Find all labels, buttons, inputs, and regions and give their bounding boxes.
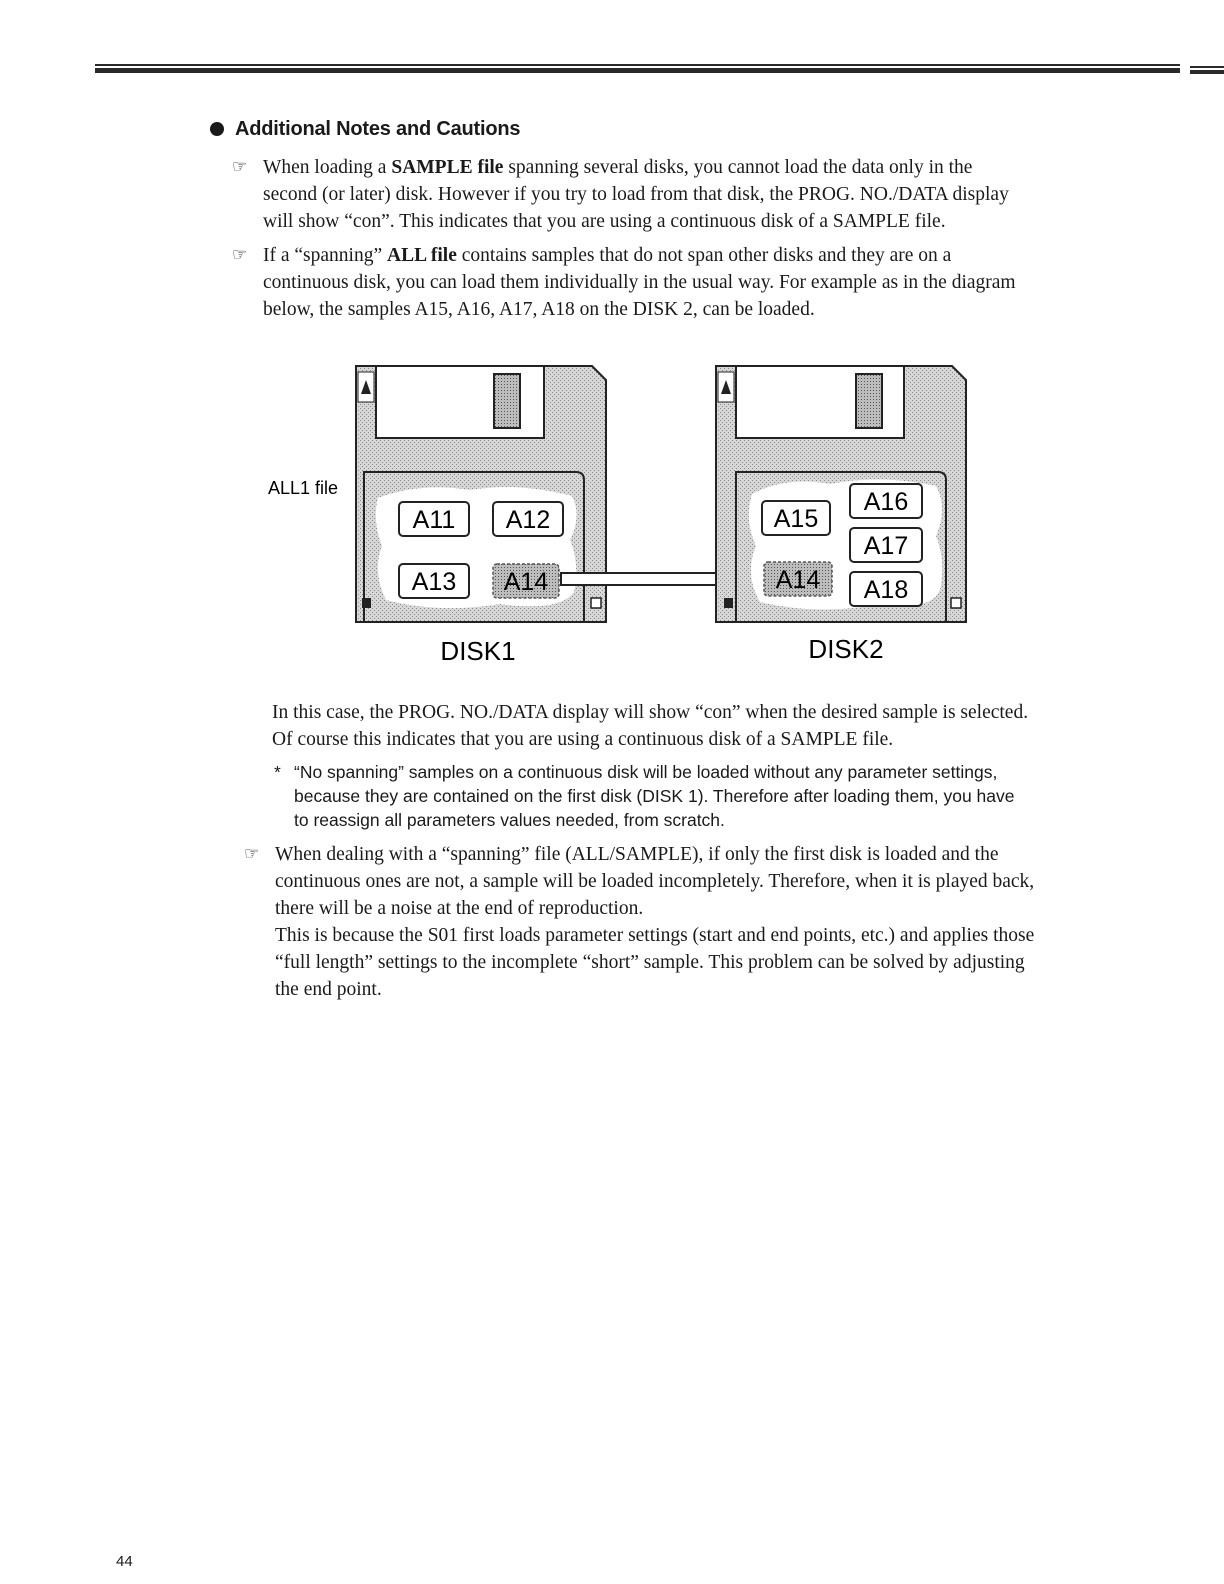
chip-a14-disk2: A14	[775, 566, 821, 594]
pointing-hand-icon: ☞	[232, 245, 248, 264]
chip-a11: A11	[412, 506, 456, 534]
note3-line4: This is because the S01 first loads parameter settings (start and end points, etc.) and applies those	[275, 925, 1035, 946]
pointing-hand-icon: ☞	[232, 157, 248, 176]
pointing-hand-icon: ☞	[244, 844, 260, 863]
chip-a14-disk1: A14	[503, 568, 549, 596]
note2-line3: below, the samples A15, A16, A17, A18 on the DISK 2, can be loaded.	[263, 299, 815, 320]
footnote-line2: because they are contained on the first disk (DISK 1). Therefore after loading them, you have	[294, 786, 1015, 806]
disk2-hole	[724, 598, 733, 608]
note1-line2: second (or later) disk. However if you try to load from that disk, the PROG. NO./DATA display	[263, 184, 1009, 205]
disk2-notch	[951, 598, 961, 608]
para1-line1: In this case, the PROG. NO./DATA display will show “con” when the desired sample is selected.	[272, 702, 1029, 723]
paragraph-con-display	[272, 699, 1092, 753]
para1-line2: Of course this indicates that you are using a continuous disk of a SAMPLE file.	[272, 729, 894, 750]
note1-line3: will show “con”. This indicates that you are using a continuous disk of a SAMPLE file.	[263, 211, 946, 232]
heading-text: Additional Notes and Cautions	[235, 118, 521, 140]
note1-line1: When loading a SAMPLE file spanning several disks, you cannot load the data only in the	[263, 157, 973, 178]
note3-line5: “full length” settings to the incomplete “short” sample. This problem can be solved by adjusting	[275, 952, 1025, 973]
page-number: 44	[116, 1553, 133, 1570]
floppy-disk-diagram	[0, 0, 1224, 700]
chip-a15: A15	[773, 505, 819, 533]
note3-line6: the end point.	[275, 979, 382, 1000]
side-label-all1-file: ALL1 file	[268, 478, 339, 498]
note2-bold: ALL file	[387, 245, 457, 266]
disk2	[716, 366, 966, 622]
footnote-line3: to reassign all parameters values needed, from scratch.	[294, 810, 725, 830]
disk1-notch	[591, 598, 601, 608]
note3-line2: continuous ones are not, a sample will be loaded incompletely. Therefore, when it is played back,	[275, 871, 1035, 892]
chip-a16: A16	[863, 488, 909, 516]
disk1-hole	[362, 598, 371, 608]
note1-bold: SAMPLE file	[391, 157, 504, 178]
chip-a12: A12	[505, 506, 551, 534]
note2-line2: continuous disk, you can load them individually in the usual way. For example as in the diagram	[263, 272, 1016, 293]
disk2-label: DISK2	[808, 634, 884, 664]
disk2-shutter-window	[856, 374, 882, 428]
note-spanning-file	[244, 841, 1095, 1003]
chip-a18: A18	[863, 576, 909, 604]
footnote-marker: *	[274, 762, 281, 782]
chip-a13: A13	[411, 568, 457, 596]
note2-line1: If a “spanning” ALL file contains samples that do not span other disks and they are on a	[263, 245, 952, 266]
chip-a17: A17	[863, 532, 909, 560]
footnote-no-spanning	[274, 760, 1084, 832]
note3-line1: When dealing with a “spanning” file (ALL/SAMPLE), if only the first disk is loaded and the	[275, 844, 999, 865]
footnote-line1: “No spanning” samples on a continuous disk will be loaded without any parameter settings,	[294, 762, 998, 782]
disk1-shutter-window	[494, 374, 520, 428]
note3-line3: there will be a noise at the end of reproduction.	[275, 898, 644, 919]
disk1-label: DISK1	[440, 636, 516, 666]
